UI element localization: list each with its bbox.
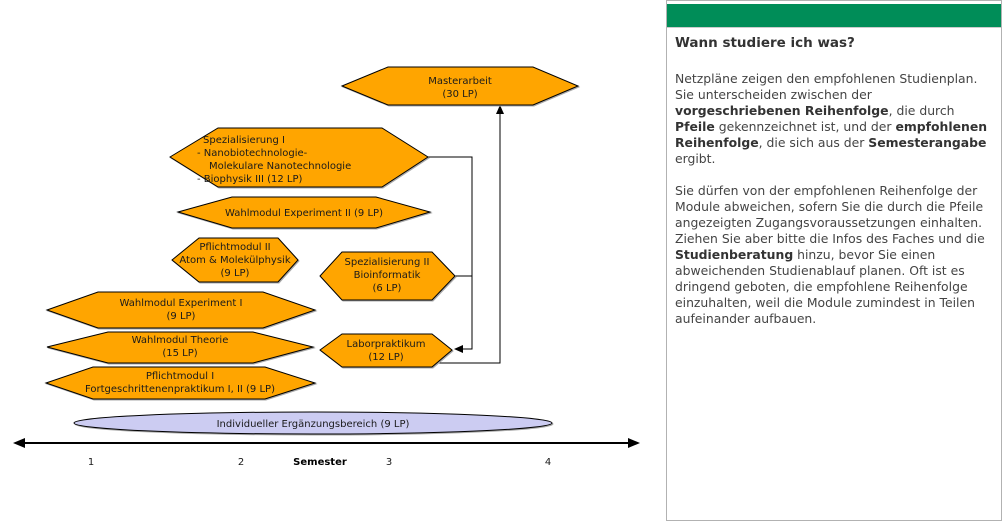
module-label: Masterarbeit [428,76,492,87]
axis-tick-1: 1 [87,457,95,468]
module-label: - Nanobiotechnologie- [197,148,308,159]
module-spezialisierung-1[interactable] [170,128,428,187]
arrow-spezialisierung1-to-laborpraktikum [428,157,472,349]
axis-arrowhead-left [13,438,25,448]
panel-header-bar [667,4,1001,28]
module-wahlmodul-experiment-1[interactable] [47,292,315,328]
info-paragraph-1: Netzpläne zeigen den empfohlenen Studienplan. Sie unterscheiden zwischen der vorgeschriebenen Reihenfolge, die durch Pfeile gekennzeichnet ist, und der empfohlenen Reihenfolge, die sich aus der Semesterangabe ergibt. [675,71,988,166]
module-label: Wahlmodul Theorie [131,335,229,346]
module-label: Molekulare Nanotechnologie [209,161,352,172]
axis-arrowhead-right [628,438,640,448]
module-individueller-ergaenzungsbereich[interactable] [74,412,552,434]
module-spezialisierung-2[interactable] [320,252,455,300]
panel-title: Wann studiere ich was? [675,35,855,51]
module-wahlmodul-theorie[interactable] [47,332,313,363]
panel-body [667,28,1001,327]
arrowhead-into-laborpraktikum [454,345,463,353]
module-pflichtmodul-2[interactable] [172,238,298,282]
module-pflichtmodul-1[interactable] [46,367,315,399]
module-label: Wahlmodul Experiment I [119,298,243,309]
module-label: Spezialisierung II [344,257,430,268]
module-label: Pflichtmodul II [199,242,271,253]
module-laborpraktikum[interactable] [320,334,452,367]
module-label: Atom & Molekülphysik [179,255,291,266]
axis-tick-4: 4 [544,457,552,468]
module-label: - Biophysik III (12 LP) [197,174,303,185]
module-label: Bioinformatik [353,270,421,281]
module-label: (15 LP) [162,348,198,359]
module-label: Laborpraktikum [346,339,426,350]
arrowhead-into-masterarbeit [496,105,504,114]
axis-tick-3: 3 [385,457,393,468]
module-label: Wahlmodul Experiment II (9 LP) [225,208,383,219]
info-panel [666,0,1002,521]
module-label: Pflichtmodul I [145,371,215,382]
module-label: (30 LP) [442,89,478,100]
module-label: (9 LP) [220,268,250,279]
module-label: Fortgeschrittenenpraktikum I, II (9 LP) [85,384,275,395]
module-masterarbeit[interactable] [342,67,578,105]
module-label: (12 LP) [368,352,404,363]
module-label: (9 LP) [166,311,196,322]
module-label: Individueller Ergänzungsbereich (9 LP) [216,419,410,430]
module-label: Spezialisierung I [203,135,285,146]
arrow-laborpraktikum-to-masterarbeit [437,114,500,363]
module-label: (6 LP) [372,283,402,294]
info-paragraph-2: Sie dürfen von der empfohlenen Reihenfolge der Module abweichen, sofern Sie die durch die Pfeile angezeigten Zugangsvoraussetzungen einhalten. Ziehen Sie aber bitte die Infos des Faches und die Studienberatung hinzu, bevor Sie einen abweichenden Studienablauf planen. Oft ist es dringend geboten, die empfohlene Reihenfolge einzuhalten, weil die Module zumindest in Teilen aufeinander aufbauen. [675,183,985,326]
module-wahlmodul-experiment-2[interactable] [178,197,430,228]
axis-tick-2: 2 [237,457,245,468]
semester-axis [13,438,640,468]
axis-title: Semester [293,457,347,468]
connector-lines [428,105,504,363]
